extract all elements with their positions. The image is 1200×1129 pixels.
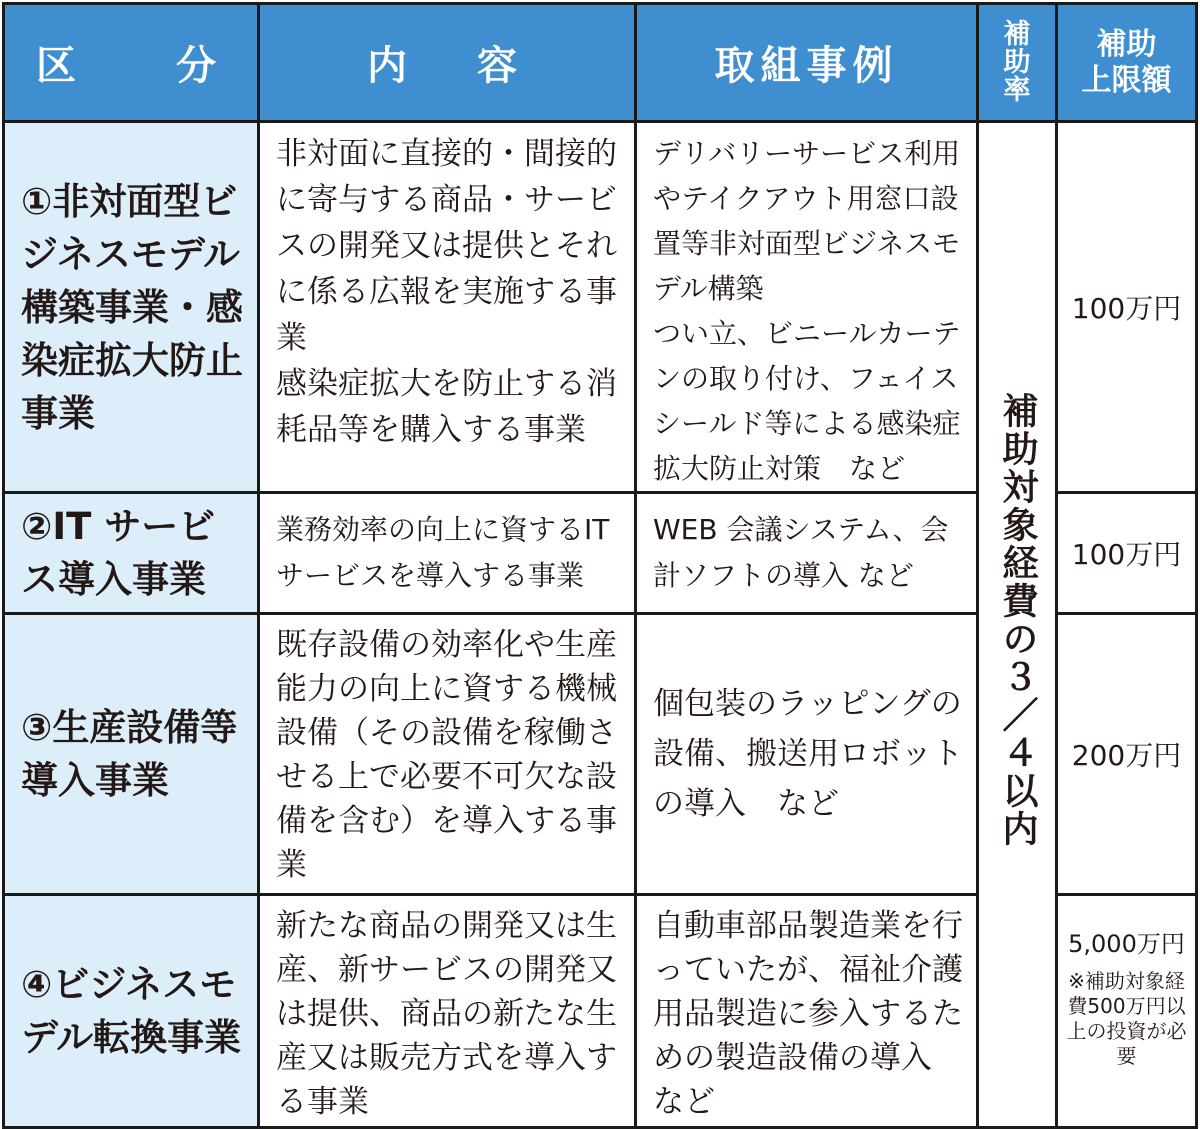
header-row: [4, 4, 1197, 122]
header-limit: 補助 上限額: [1057, 4, 1197, 122]
limit-cell: 200万円: [1057, 614, 1197, 895]
content-cell: 新たな商品の開発又は生産、新サービスの開発又は提供、商品の新たな生産又は販売方式を導入する事業: [259, 895, 636, 1128]
example-cell: 自動車部品製造業を行っていたが、福祉介護用品製造に参入するための製造設備の導入 など: [636, 895, 978, 1128]
content-cell: 非対面に直接的・間接的に寄与する商品・サービスの開発又は提供とそれに係る広報を実施する事業 感染症拡大を防止する消耗品等を購入する事業: [259, 122, 636, 493]
content-cell: 業務効率の向上に資するITサービスを導入する事業: [259, 493, 636, 614]
content-cell: 既存設備の効率化や生産能力の向上に資する機械設備（その設備を稼働させる上で必要不可欠な設備を含む）を導入する事業: [259, 614, 636, 895]
limit-cell: 5,000万円 ※補助対象経費500万円以上の投資が必要: [1057, 895, 1197, 1128]
category-cell: ①非対面型ビジネスモデル構築事業・感染症拡大防止事業: [4, 122, 259, 493]
example-cell: 個包装のラッピングの設備、搬送用ロボットの導入 など: [636, 614, 978, 895]
category-cell: ③生産設備等導入事業: [4, 614, 259, 895]
header-rate: 補助率: [978, 4, 1057, 122]
subsidy-rate-cell: 補助対象経費の３／４以内: [978, 122, 1057, 1128]
table-row: [4, 122, 1197, 493]
category-cell: ②IT サービス導入事業: [4, 493, 259, 614]
header-content: 内 容: [259, 4, 636, 122]
limit-cell: 100万円: [1057, 493, 1197, 614]
limit-cell: 100万円: [1057, 122, 1197, 493]
category-cell: ④ビジネスモデル転換事業: [4, 895, 259, 1128]
example-cell: デリバリーサービス利用やテイクアウト用窓口設置等非対面型ビジネスモデル構築 つい立、ビニールカーテンの取り付け、フェイスシールド等による感染症拡大防止対策 など: [636, 122, 978, 493]
subsidy-table: [2, 2, 1198, 1129]
header-category: 区 分: [4, 4, 259, 122]
example-cell: WEB 会議システム、会計ソフトの導入 など: [636, 493, 978, 614]
limit-note: ※補助対象経費500万円以上の投資が必要: [1066, 969, 1187, 1068]
header-examples: 取組事例: [636, 4, 978, 122]
